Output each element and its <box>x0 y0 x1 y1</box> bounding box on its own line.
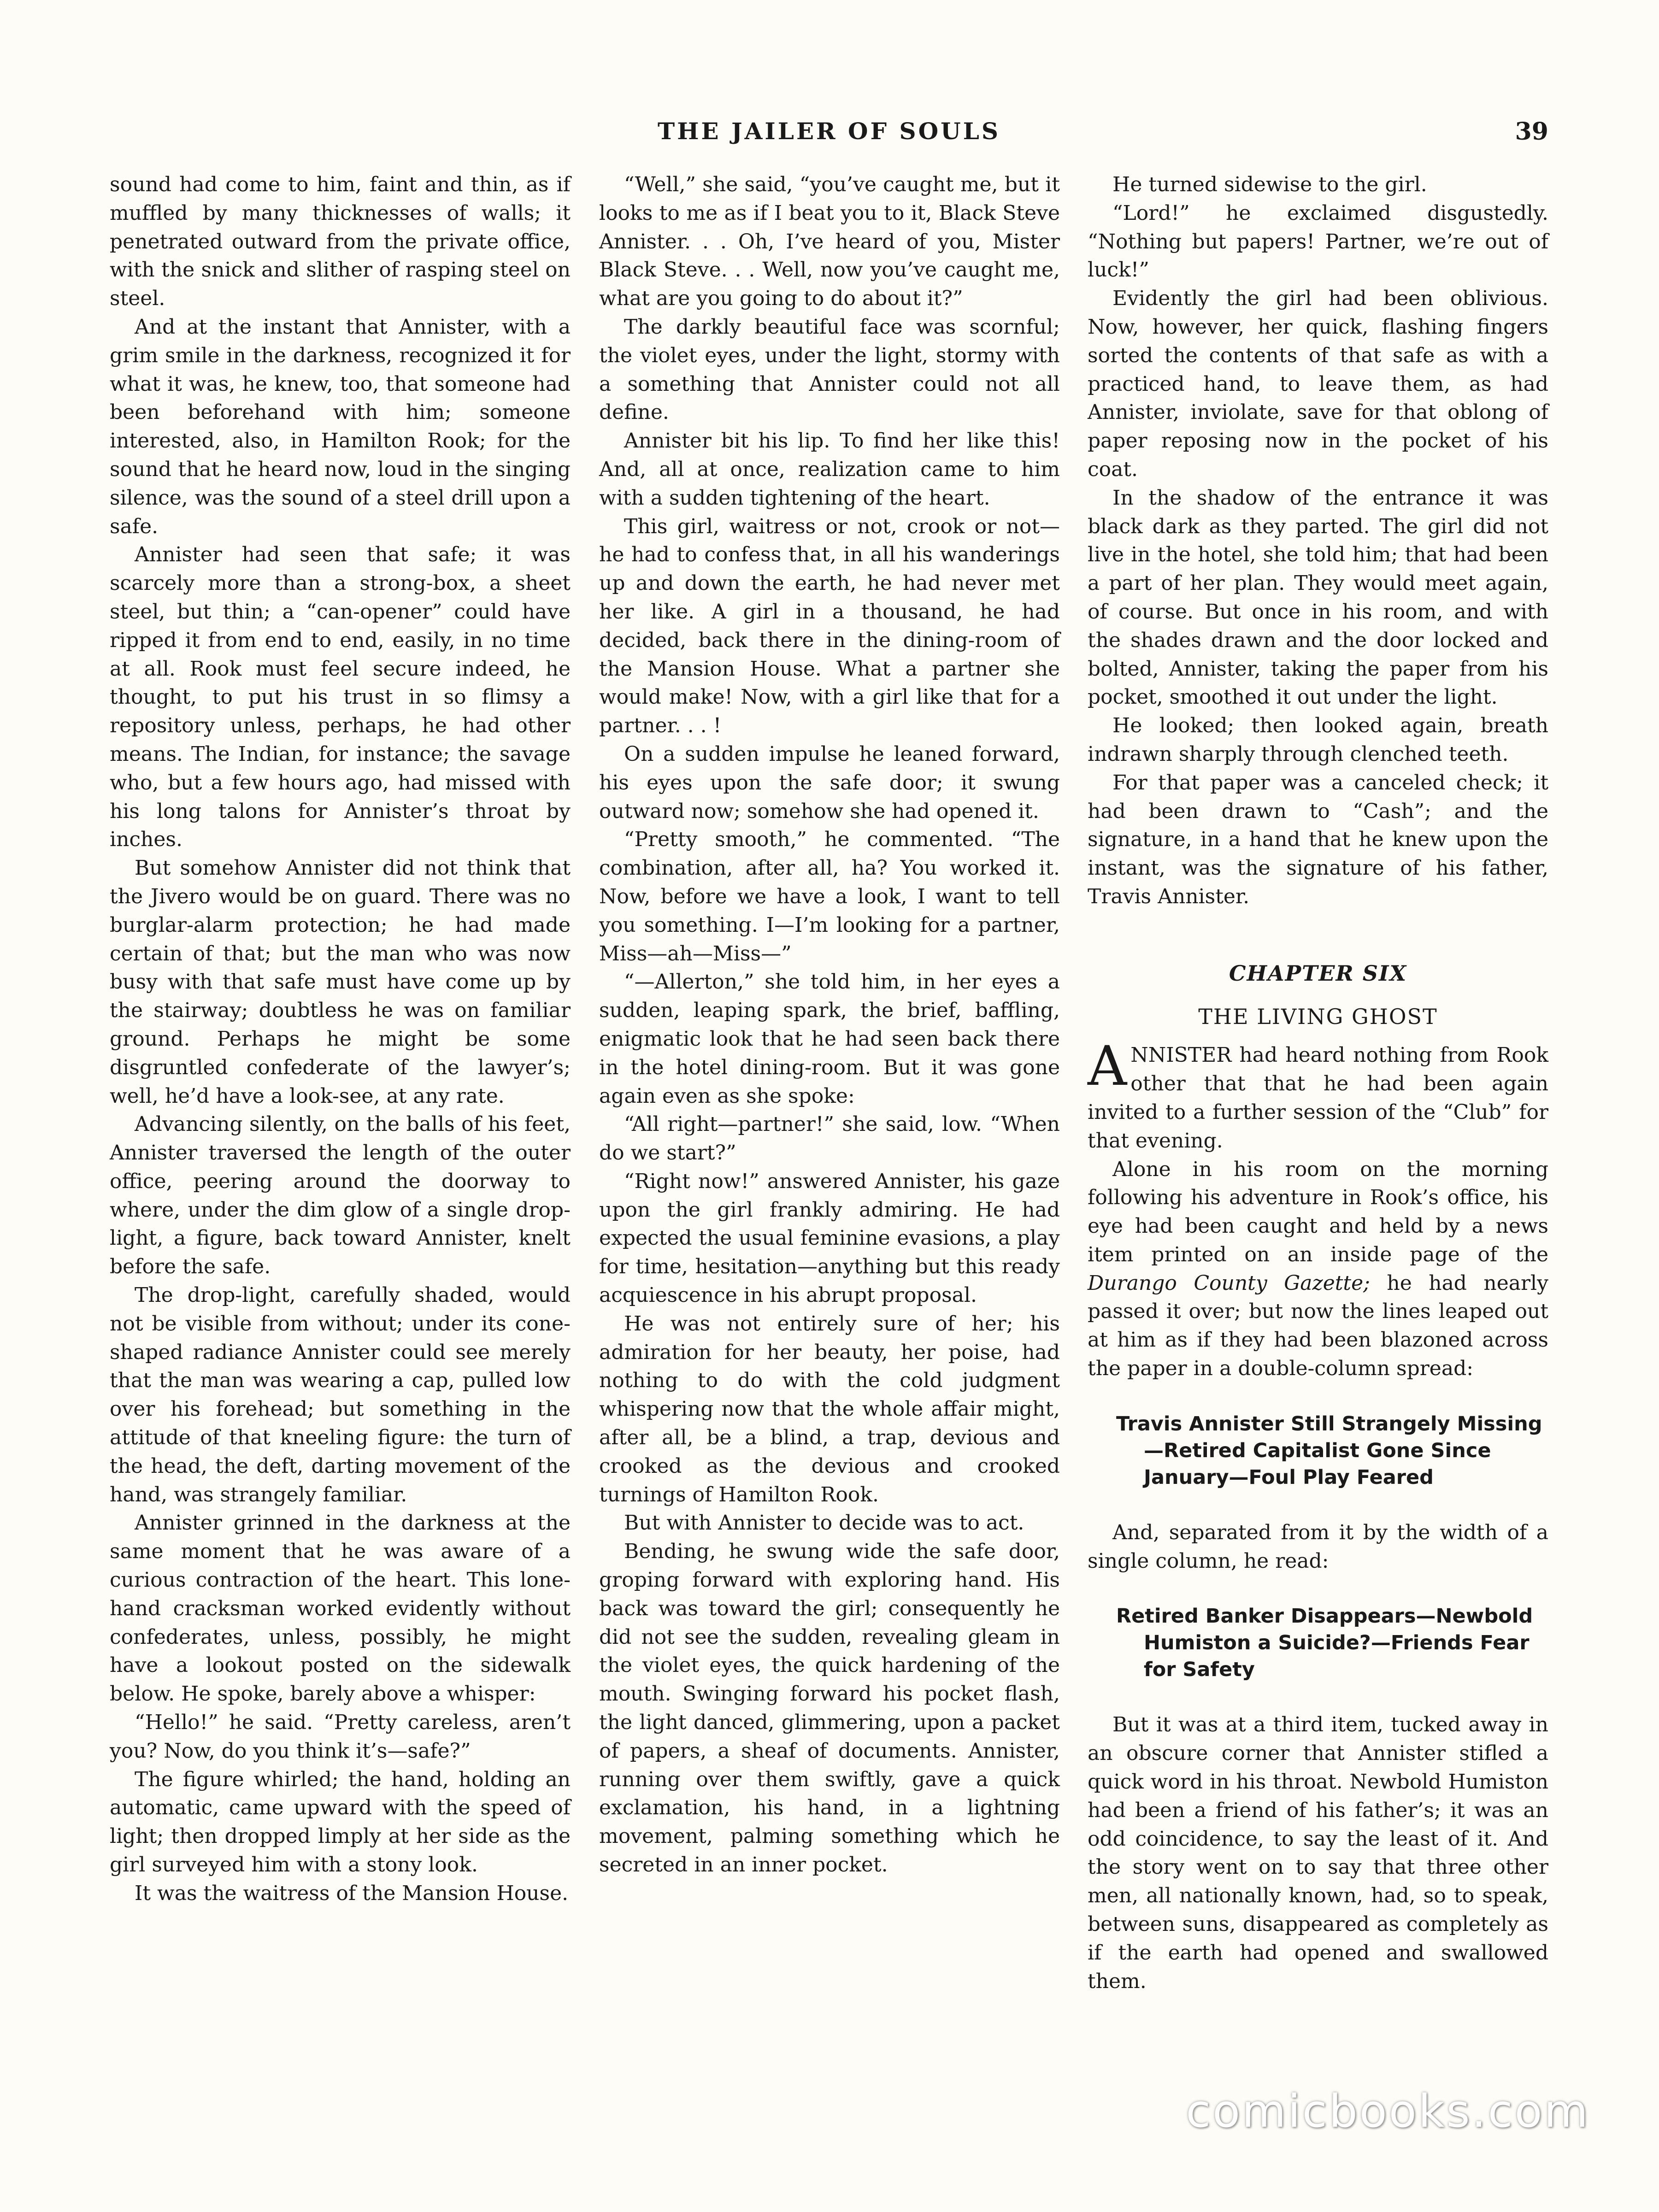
paragraph: The drop-light, carefully shaded, would not be visible from without; under its cone-shaped radiance Annister could see merely that the man was wearing a cap, pulled low over his forehead; but something in the attitude of that kneeling figure: the turn of the head, the deft, darting movement of the hand, was strangely familiar. <box>110 1283 571 1506</box>
paragraph: In the shadow of the entrance it was black dark as they parted. The girl did not live in the hotel, she told him; that had been a part of her plan. They would meet again, of course. But once in his room, and with the shades drawn and the door locked and bolted, Annister, taking the paper from his pocket, smoothed it out under the light. <box>1088 486 1548 709</box>
paragraph: On a sudden impulse he leaned forward, his eyes upon the safe door; it swung outward now; somehow she had opened it. <box>599 742 1060 823</box>
column-1 <box>110 171 571 1908</box>
chapter-label: CHAPTER SIX <box>1229 960 1407 986</box>
paragraph: Annister grinned in the darkness at the same moment that he was aware of a curious contraction of the heart. This lone-hand cracksman worked evidently without confederates, unless, possibly, he might have a lookout posted on the sidewalk below. He spoke, barely above a whisper: <box>110 1511 571 1706</box>
paragraph: He turned sidewise to the girl. <box>1112 173 1427 196</box>
paragraph: “Lord!” he exclaimed disgustedly. “Nothing but papers! Partner, we’re out of luck!” <box>1088 201 1548 282</box>
paragraph: Evidently the girl had been oblivious. Now, however, her quick, flashing fingers sorted the contents of that safe as with a practiced hand, to leave them, as had Annister, inviolate, save for that oblong of paper reposing now in the pocket of his coat. <box>1088 287 1548 481</box>
column-2 <box>599 171 1060 1879</box>
watermark: comicbooks.com <box>1186 2085 1590 2138</box>
paragraph: But with Annister to decide was to act. <box>624 1511 1024 1535</box>
chapter-opening-paragraph <box>1088 1034 1548 1155</box>
page-header <box>110 118 1548 154</box>
newspaper-name: Durango County Gazette; <box>1088 1271 1370 1295</box>
paragraph: “Right now!” answered Annister, his gaze upon the girl frankly admiring. He had expected the usual feminine evasions, a play for time, hesitation—anything but this ready acquiescence in his abrupt proposal. <box>599 1169 1060 1307</box>
paragraph: This girl, waitress or not, crook or not—he had to confess that, in all his wanderings up and down the earth, he had never met her like. A girl in a thousand, he had decided, back there in the dining-room of the Mansion House. What a partner she would make! Now, with a girl like that for a partner. . . ! <box>599 514 1060 738</box>
paragraph: He looked; then looked again, breath indrawn sharply through clenched teeth. <box>1088 714 1548 766</box>
running-title: THE JAILER OF SOULS <box>657 118 1001 145</box>
column-3 <box>1088 171 1548 1995</box>
chapter-title: THE LIVING GHOST <box>1198 1004 1438 1029</box>
paragraph: sound had come to him, faint and thin, as if muffled by many thicknesses of walls; it penetrated outward from the private office, with the snick and slither of rasping steel on steel. <box>110 173 571 311</box>
page-number: 39 <box>1515 118 1548 146</box>
paragraph-text: Alone in his room on the morning following his adventure in Rook’s office, his eye had been caught and held by a news item printed on an inside page of the <box>1088 1157 1548 1266</box>
paragraph: “Hello!” he said. “Pretty careless, aren’t you? Now, do you think it’s—safe?” <box>110 1711 571 1763</box>
paragraph: Annister had seen that safe; it was scarcely more than a strong-box, a sheet steel, but thin; a “can-opener” could have ripped it from end to end, easily, in no time at all. Rook must feel secure indeed, he thought, to put his trust in so flimsy a repository unless, perhaps, he had other means. The Indian, for instance; the savage who, but a few hours ago, had missed with his long talons for Annister’s throat by inches. <box>110 543 571 852</box>
paragraph: The darkly beautiful face was scornful; the violet eyes, under the light, stormy with a something that Annister could not all define. <box>599 315 1060 424</box>
opening-text: NNISTER had heard nothing from Rook other that that he had been again invited to a further session of the “Club” for that evening. <box>1088 1043 1548 1153</box>
paragraph: The figure whirled; the hand, holding an automatic, came upward with the speed of light; then dropped limply at her side as the girl surveyed him with a stony look. <box>110 1767 571 1877</box>
paragraph: But somehow Annister did not think that the Jivero would be on guard. There was no burglar-alarm protection; he had made certain of that; but the man who was now busy with that safe must have come up by the stairway; doubtless he was on familiar ground. Perhaps he might be some disgruntled confederate of the lawyer’s; well, he’d have a look-see, at any rate. <box>110 856 571 1108</box>
paragraph: “Well,” she said, “you’ve caught me, but it looks to me as if I beat you to it, Black Steve Annister. . . Oh, I’ve heard of you, Mister Black Steve. . . Well, now you’ve caught me, what are you going to do about it?” <box>599 173 1060 311</box>
paragraph: “All right—partner!” she said, low. “When do we start?” <box>599 1112 1060 1165</box>
paragraph: Bending, he swung wide the safe door, groping forward with exploring hand. His back was toward the girl; consequently he did not see the sudden, revealing gleam in the violet eyes, the quick hardening of the mouth. Swinging forward his pocket flash, the light danced, glimmering, upon a packet of papers, a sheaf of documents. Annister, running over them swiftly, gave a quick exclamation, his hand, in a lightning movement, palming something which he secreted in an inner pocket. <box>599 1540 1060 1877</box>
paragraph: “Pretty smooth,” he commented. “The combination, after all, ha? You worked it. Now, before we have a look, I want to tell you something. I—I’m looking for a partner, Miss—ah—Miss—” <box>599 828 1060 965</box>
news-headline-1: Travis Annister Still Strangely Missing—Retired Capitalist Gone Since January—Foul Play Feared <box>1116 1412 1542 1489</box>
paragraph: He was not entirely sure of her; his admiration for her beauty, her poise, had nothing to do with the cold judgment whispering now that the whole affair might, after all, be a blind, a trap, devious and crooked as the devious and crooked turnings of Hamilton Rook. <box>599 1312 1060 1506</box>
news-headline-2: Retired Banker Disappears—Newbold Humiston a Suicide?—Friends Fear for Safety <box>1116 1605 1533 1682</box>
paragraph: But it was at a third item, tucked away in an obscure corner that Annister stifled a quick word in his throat. Newbold Humiston had been a friend of his father’s; it was an odd coincidence, to say the least of it. And the story went on to say that three other men, all nationally known, had, so to speak, between suns, disappeared as completely as if the earth had opened and swallowed them. <box>1088 1713 1548 1993</box>
paragraph: And, separated from it by the width of a single column, he read: <box>1088 1520 1548 1573</box>
paragraph: Advancing silently, on the balls of his feet, Annister traversed the length of the outer office, peering around the doorway to where, under the dim glow of a single drop-light, a figure, back toward Annister, knelt before the safe. <box>110 1112 571 1279</box>
paragraph: Annister bit his lip. To find her like this! And, all at once, realization came to him with a sudden tightening of the heart. <box>599 429 1060 510</box>
drop-cap: A <box>1088 1034 1127 1098</box>
paragraph: It was the waitress of the Mansion House. <box>135 1881 569 1905</box>
paragraph <box>1088 1155 1548 1383</box>
paragraph: For that paper was a canceled check; it had been drawn to “Cash”; and the signature, in a hand that he knew upon the instant, was the signature of his father, Travis Annister. <box>1088 771 1548 908</box>
paragraph-text: he had nearly passed it over; but now the lines leaped out at him as if they had been blazoned across the paper in a double-column spread: <box>1088 1271 1548 1381</box>
paragraph: “—Allerton,” she told him, in her eyes a sudden, leaping spark, the brief, baffling, enigmatic look that he had seen back there in the hotel dining-room. But it was gone again even as she spoke: <box>599 970 1060 1108</box>
paragraph: And at the instant that Annister, with a grim smile in the darkness, recognized it for what it was, he knew, too, that someone had been beforehand with him; someone interested, also, in Hamilton Rook; for the sound that he heard now, loud in the singing silence, was the sound of a steel drill upon a safe. <box>110 315 571 538</box>
